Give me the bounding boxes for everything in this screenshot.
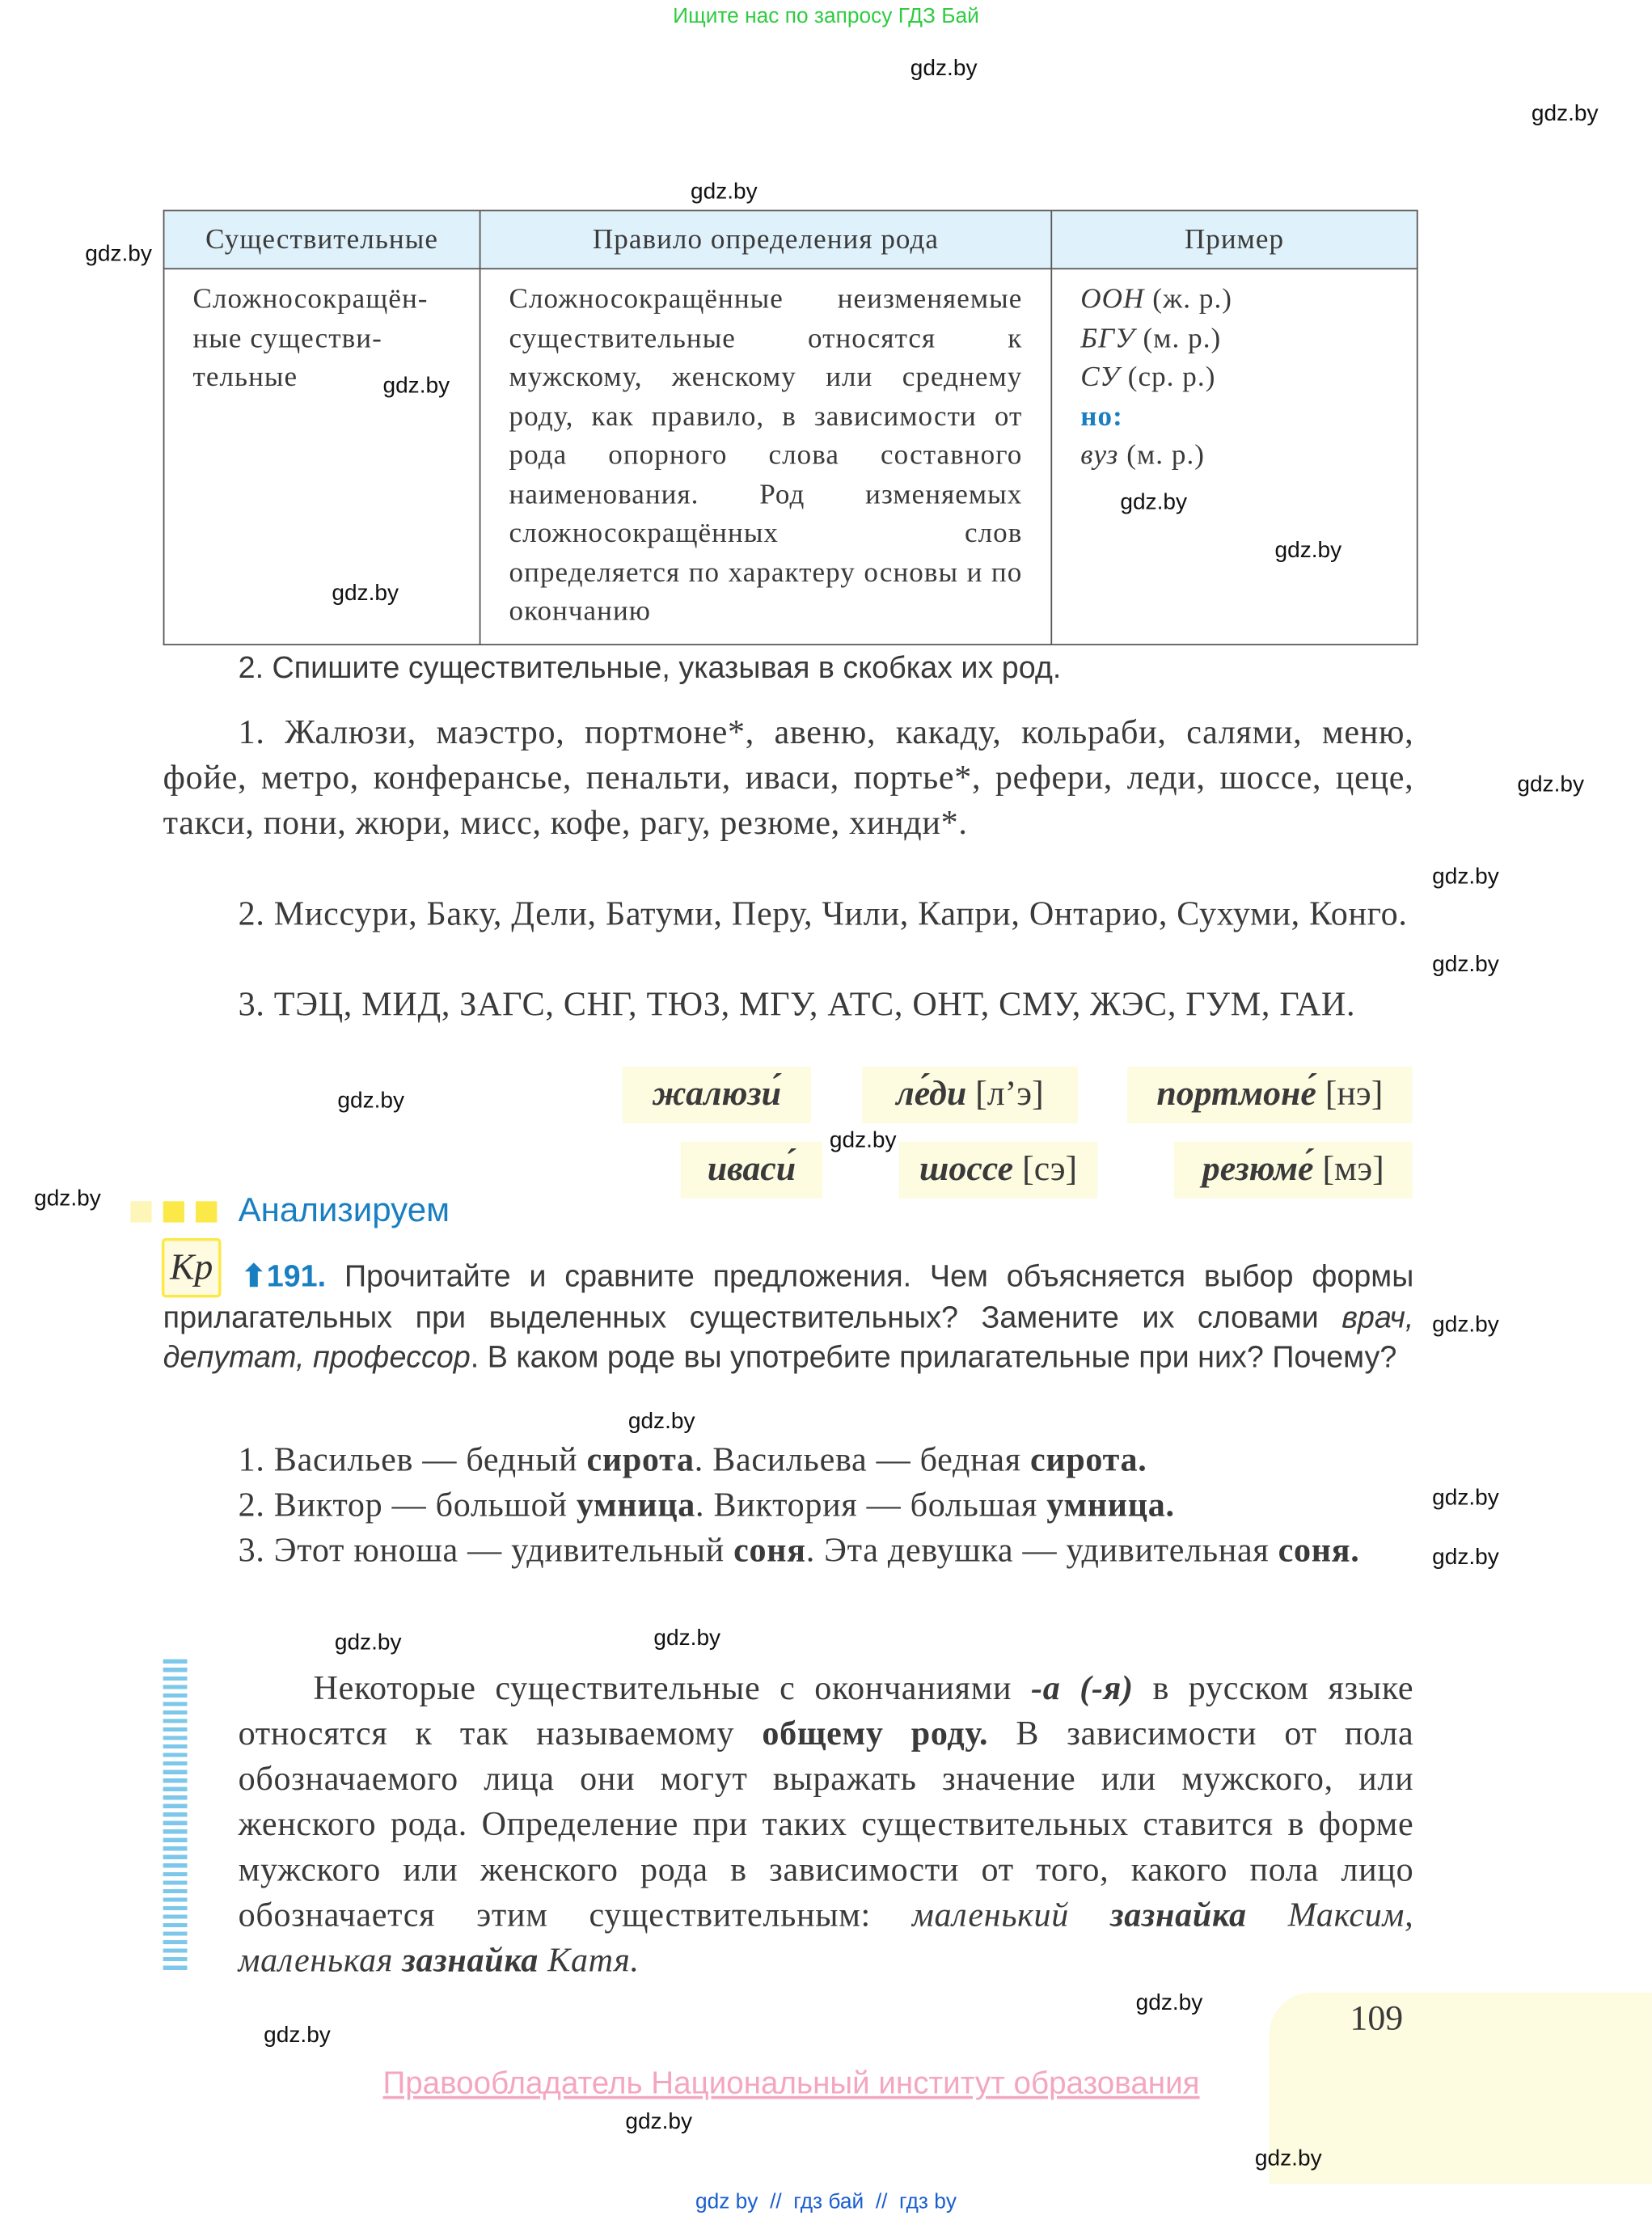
text-span (1031, 1671, 1134, 1708)
watermark: gdz.by (1120, 490, 1188, 515)
example-gender: (м. р.) (1126, 439, 1206, 471)
example-line (1080, 437, 1388, 476)
section-marker (130, 1201, 151, 1222)
watermark: gdz.by (85, 242, 152, 267)
example-line (1080, 359, 1388, 398)
section-title: Анализируем (238, 1191, 450, 1230)
text-span: сирота (1029, 1442, 1139, 1480)
gender-rule-table (163, 210, 1418, 645)
text-span: . Васильева — бедная (694, 1442, 1030, 1480)
watermark: gdz.by (1432, 865, 1499, 890)
text-span: . Виктория — большая (695, 1487, 1047, 1525)
text-span: маленький (911, 1897, 1111, 1934)
sentence (163, 1438, 1414, 1483)
card-pronunciation: [сэ] (1022, 1150, 1078, 1189)
word-card (862, 1067, 1078, 1123)
rule-cell: Сложносокращённые неизменяемые существительные относятся к мужскому, женскому или среднему роду, как правило, в зависимости от рода опорного слова составного наименования. Род изменяемых сложносокращённых слов определяется по характеру основы и по окончанию (480, 268, 1052, 645)
card-pronunciation: [нэ] (1325, 1075, 1384, 1114)
watermark: gdz.by (653, 1626, 721, 1651)
but-label: но: (1080, 400, 1123, 432)
noun-cell: Сложносокращённые существительные (164, 268, 480, 645)
text-span: соня (1278, 1533, 1351, 1571)
table-header: Пример (1051, 210, 1417, 268)
watermark: gdz.by (1274, 539, 1342, 564)
table-header: Существительные (164, 210, 480, 268)
text-span: Максим, (1246, 1897, 1414, 1934)
card-pronunciation: [мэ] (1322, 1150, 1384, 1189)
card-pronunciation: [л’э] (975, 1075, 1044, 1114)
card-word: иваси́ (707, 1150, 796, 1189)
watermark: gdz.by (625, 2110, 693, 2135)
text-span (1110, 1897, 1247, 1934)
text-span: умница (1046, 1487, 1166, 1525)
example-gender: (м. р.) (1143, 322, 1222, 354)
watermark: gdz.by (1432, 1545, 1499, 1571)
watermark: gdz.by (334, 1630, 402, 1655)
word-card (1174, 1142, 1413, 1199)
example-line (1080, 319, 1388, 358)
page-number: 109 (1350, 1999, 1404, 2038)
communication-skill-icon: Кр (162, 1238, 222, 1298)
exercise-words: врач, депутат, профессор (163, 1300, 1414, 1375)
watermark: gdz.by (1517, 772, 1585, 797)
task-2: 2. Спишите существительные, указывая в скобках их род. (238, 650, 1062, 685)
exercise-text: Прочитайте и сравните предложения. Чем объясняется выбор формы прилагательных при выделенных существительных? Замените их словами (163, 1259, 1414, 1334)
text-span: Катя. (539, 1943, 640, 1981)
text-span: . (1138, 1442, 1147, 1480)
example-word: ООН (1080, 283, 1145, 315)
table-header: Правило определения рода (480, 210, 1052, 268)
text-span: маленькая (238, 1943, 403, 1981)
text-span (164, 210, 1418, 645)
exercise-number: 191. (266, 1259, 327, 1294)
watermark: gdz.by (264, 2023, 331, 2049)
text-span: В зависимости от пола обозначаемого лица они могут выражать значение или мужского, или женского рода. Определение при таких существительных ставится в форме мужского или женского рода в зависимости от того, какого пола лицо обозначается этим существительным: (238, 1715, 1414, 1934)
word-list-2: 2. Миссури, Баку, Дели, Батуми, Перу, Чили, Капри, Онтарио, Сухуми, Конго. (238, 896, 1408, 933)
exercise-191 (163, 1257, 1414, 1378)
text-span: 1. Васильев — бедный (238, 1442, 587, 1480)
text-span: в русском языке относятся к так называемому (238, 1670, 1414, 1753)
word-list-1: 1. Жалюзи, маэстро, портмоне*, авеню, какаду, кольраби, салями, меню, фойе, метро, конферансье, пенальти, иваси, портье*, рефери, леди, шоссе, цеце, такси, пони, жюри, мисс, кофе, рагу, резюме, хинди*. (163, 714, 1414, 843)
sentence (163, 1528, 1414, 1574)
text-span: зазнайка (1110, 1897, 1247, 1934)
example-word: СУ (1080, 362, 1120, 393)
sentence-list (163, 1438, 1414, 1574)
watermark: gdz.by (337, 1089, 405, 1114)
watermark: gdz.by (1254, 2146, 1322, 2171)
footer-links[interactable]: gdz by // гдз бай // гдз by (695, 2189, 957, 2214)
card-word: резюме́ (1202, 1150, 1314, 1189)
word-card (1127, 1067, 1412, 1123)
example-cell (1051, 268, 1417, 645)
text-span: . Эта девушка — удивительная (805, 1533, 1278, 1571)
watermark: gdz.by (1531, 102, 1599, 127)
word-card (623, 1067, 811, 1123)
watermark: gdz.by (691, 180, 758, 205)
text-span: . (1165, 1487, 1175, 1525)
text-span: 3. Этот юноша — удивительный (238, 1533, 734, 1571)
watermark: gdz.by (382, 374, 450, 399)
example-gender: (ср. р.) (1127, 362, 1216, 393)
watermark: gdz.by (829, 1128, 897, 1153)
text-span (164, 210, 1418, 268)
text-span: . (1350, 1533, 1360, 1571)
word-card (681, 1142, 822, 1199)
card-word: жалюзи́ (652, 1075, 781, 1114)
section-marker (196, 1201, 217, 1222)
text-span: Некоторые существительные с окончаниями (313, 1670, 1032, 1708)
copyright-link[interactable]: Правообладатель Национальный институт образования (382, 2065, 1200, 2101)
section-marker (163, 1201, 184, 1222)
rule-stripe-decoration (163, 1660, 188, 1974)
watermark: gdz.by (1135, 1991, 1203, 2015)
search-banner: Ищите нас по запросу ГДЗ Бай (673, 4, 979, 29)
text-span: общему роду. (762, 1715, 989, 1753)
watermark: gdz.by (1432, 1313, 1499, 1338)
word-card (899, 1142, 1098, 1199)
example-line (1080, 281, 1388, 319)
page-number-tab (1269, 1993, 1651, 2184)
card-word: шоссе (919, 1150, 1014, 1189)
sentence (163, 1483, 1414, 1528)
watermark: gdz.by (34, 1186, 101, 1211)
text-span: 2. Виктор — большой (238, 1487, 577, 1525)
exercise-text: . В каком роде вы употребите прилагательные при них? Почему? (470, 1340, 1397, 1375)
card-word: портмоне́ (1156, 1075, 1316, 1114)
word-list-3: 3. ТЭЦ, МИД, ЗАГС, СНГ, ТЮЗ, МГУ, АТС, ОНТ, СМУ, ЖЭС, ГУМ, ГАИ. (238, 987, 1356, 1025)
watermark: gdz.by (1432, 953, 1499, 978)
rule-paragraph (239, 1666, 1414, 1984)
text-span: -а (-я) (1031, 1670, 1134, 1708)
example-word: БГУ (1080, 322, 1135, 354)
text-span: соня (733, 1533, 806, 1571)
watermark: gdz.by (910, 57, 978, 81)
example-word: вуз (1080, 439, 1119, 471)
watermark: gdz.by (1432, 1486, 1499, 1511)
text-span: зазнайка (402, 1943, 539, 1981)
text-span: умница (576, 1487, 696, 1525)
up-arrow-icon: ⬆ (241, 1259, 267, 1294)
example-gender: (ж. р.) (1152, 283, 1233, 315)
card-word: ле́ди (896, 1075, 967, 1114)
watermark: gdz.by (332, 581, 399, 606)
watermark: gdz.by (627, 1410, 695, 1434)
text-span: сирота (586, 1442, 695, 1480)
text-span (402, 1943, 539, 1980)
